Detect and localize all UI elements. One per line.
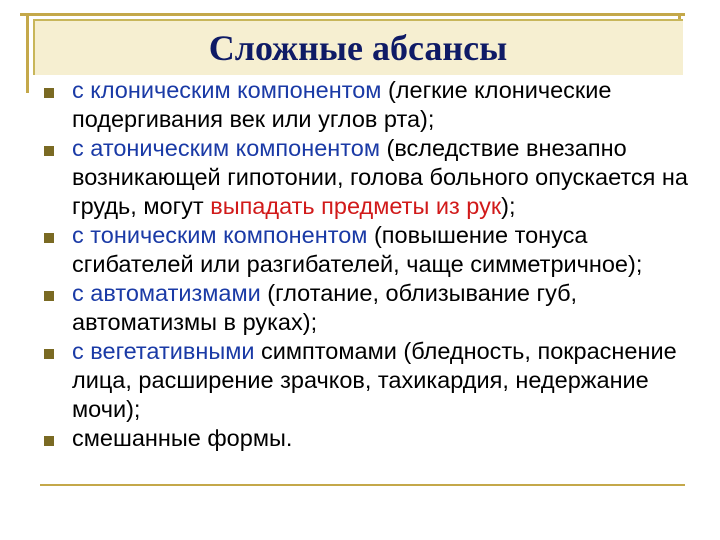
- list-item: [40, 221, 710, 279]
- bullet-list: [40, 76, 710, 453]
- frame-left-line: [26, 13, 29, 93]
- list-item: [40, 337, 710, 424]
- item-lead: с вегетативными: [72, 338, 255, 364]
- frame-top-line: [20, 13, 685, 16]
- item-lead: с клоническим компонентом: [72, 77, 382, 103]
- square-bullet-icon: [44, 233, 54, 243]
- square-bullet-icon: [44, 291, 54, 301]
- slide-title: Сложные абсансы: [208, 28, 508, 68]
- list-item: [40, 279, 710, 337]
- item-text: (вследствие внезапно возникающей гипотонии, голова больного опускается на грудь, могут: [72, 135, 688, 219]
- square-bullet-icon: [44, 436, 54, 446]
- item-tail: );: [501, 193, 516, 219]
- item-highlight: выпадать предметы из рук: [210, 193, 502, 219]
- item-text: (легкие клонические подергивания век или углов рта);: [72, 77, 612, 132]
- item-text: (глотание, облизывание губ, автоматизмы в руках);: [72, 280, 578, 335]
- list-item: [40, 424, 710, 453]
- list-item: [40, 76, 710, 134]
- list-item: [40, 134, 710, 221]
- square-bullet-icon: [44, 88, 54, 98]
- frame-bottom-line: [40, 484, 685, 486]
- square-bullet-icon: [44, 349, 54, 359]
- item-lead: с атоническим компонентом: [72, 135, 380, 161]
- item-text: (повышение тонуса сгибателей или разгибателей, чаще симметричное);: [72, 222, 643, 277]
- item-lead: с автоматизмами: [72, 280, 261, 306]
- item-lead: с тоническим компонентом: [72, 222, 368, 248]
- item-text: смешанные формы.: [72, 425, 293, 451]
- item-text: симптомами (бледность, покраснение лица, расширение зрачков, тахикардия, недержание мочи);: [72, 338, 677, 422]
- square-bullet-icon: [44, 146, 54, 156]
